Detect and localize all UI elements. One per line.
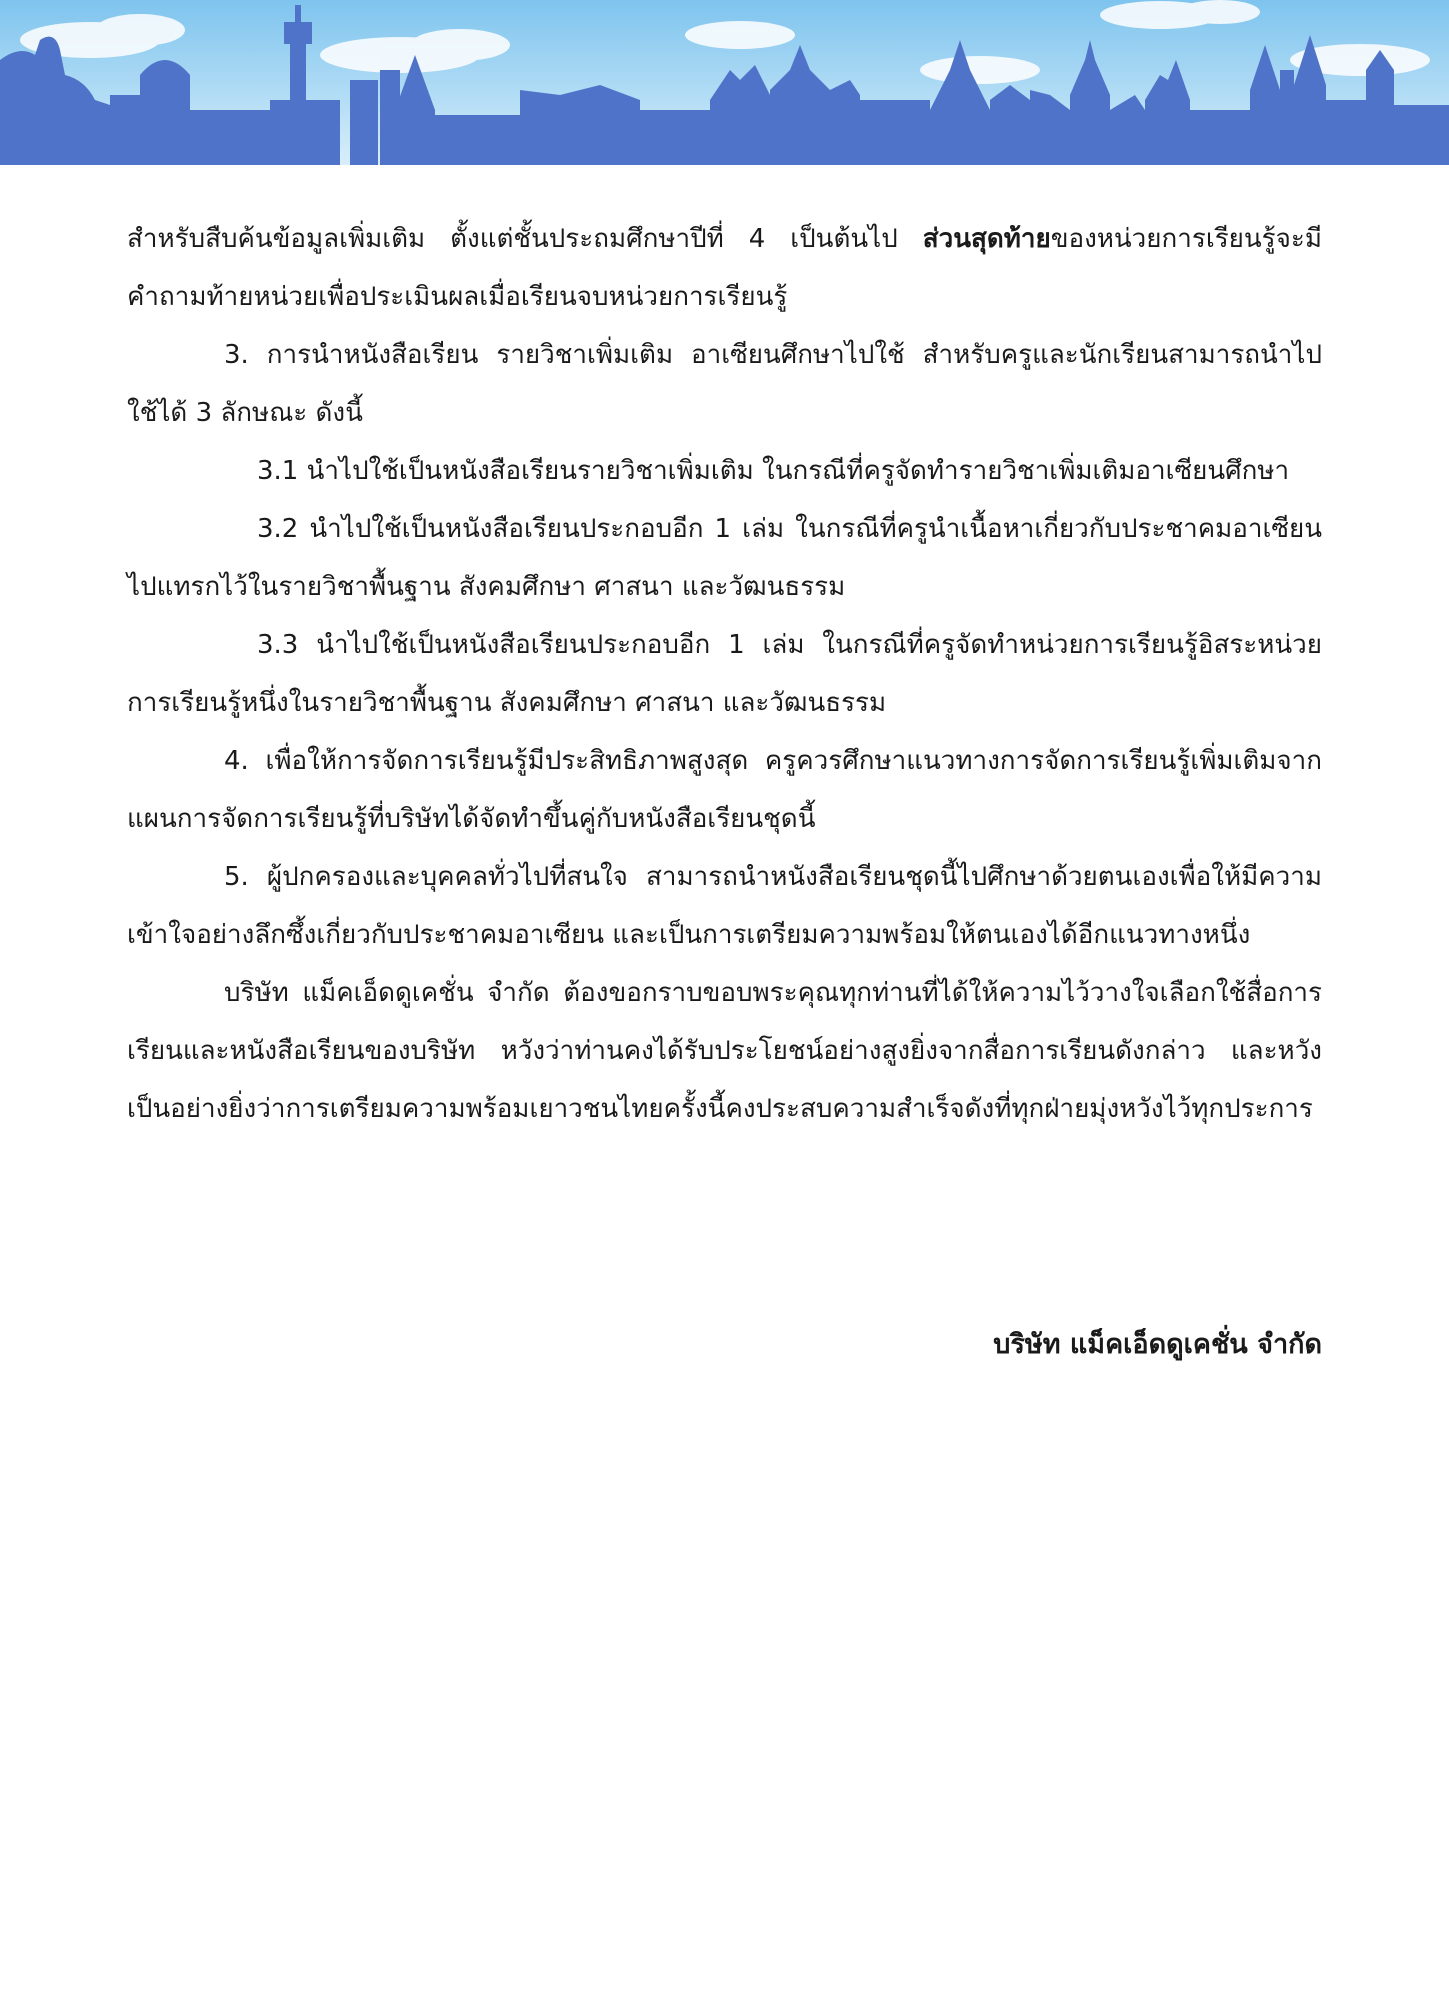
paragraph-1-before: สำหรับสืบค้นข้อมูลเพิ่มเติม ตั้งแต่ชั้นประถมศึกษาปีที่ 4 เป็นต้นไป <box>127 224 923 254</box>
paragraph-7: 5. ผู้ปกครองและบุคคลทั่วไปที่สนใจ สามารถนำหนังสือเรียนชุดนี้ไปศึกษาด้วยตนเองเพื่อให้มีความเข้าใจอย่างลึกซึ้งเกี่ยวกับประชาคมอาเซียน และเป็นการเตรียมความพร้อมให้ตนเองได้อีกแนวทางหนึ่ง <box>127 862 1322 950</box>
asean-skyline-banner <box>0 0 1449 165</box>
paragraph-3: 3.1 นำไปใช้เป็นหนังสือเรียนรายวิชาเพิ่มเติม ในกรณีที่ครูจัดทำรายวิชาเพิ่มเติมอาเซียนศึกษา <box>257 456 1290 486</box>
paragraph-1-bold: ส่วนสุดท้าย <box>922 224 1051 254</box>
document-body <box>127 210 1322 1138</box>
signature: บริษัท แม็คเอ็ดดูเคชั่น จำกัด <box>993 1329 1322 1360</box>
paragraph-1 <box>127 210 1322 326</box>
paragraph-2: 3. การนำหนังสือเรียน รายวิชาเพิ่มเติม อาเซียนศึกษาไปใช้ สำหรับครูและนักเรียนสามารถนำไปใช้ได้ 3 ลักษณะ ดังนี้ <box>127 340 1322 428</box>
paragraph-5: 3.3 นำไปใช้เป็นหนังสือเรียนประกอบอีก 1 เล่ม ในกรณีที่ครูจัดทำหน่วยการเรียนรู้อิสระหน่วยการเรียนรู้หนึ่งในรายวิชาพื้นฐาน สังคมศึกษา ศาสนา และวัฒนธรรม <box>127 630 1322 718</box>
paragraph-1-after: ของหน่วยการเรียนรู้จะมีคำถามท้ายหน่วยเพื่อประเมินผลเมื่อเรียนจบหน่วยการเรียนรู้ <box>127 224 1322 312</box>
paragraph-6: 4. เพื่อให้การจัดการเรียนรู้มีประสิทธิภาพสูงสุด ครูควรศึกษาแนวทางการจัดการเรียนรู้เพิ่มเติมจากแผนการจัดการเรียนรู้ที่บริษัทได้จัดทำขึ้นคู่กับหนังสือเรียนชุดนี้ <box>127 746 1322 834</box>
paragraph-8: บริษัท แม็คเอ็ดดูเคชั่น จำกัด ต้องขอกราบขอบพระคุณทุกท่านที่ได้ให้ความไว้วางใจเลือกใช้สื่อการเรียนและหนังสือเรียนของบริษัท หวังว่าท่านคงได้รับประโยชน์อย่างสูงยิ่งจากสื่อการเรียนดังกล่าว และหวังเป็นอย่างยิ่งว่าการเตรียมความพร้อมเยาวชนไทยครั้งนี้คงประสบความสำเร็จดังที่ทุกฝ่ายมุ่งหวังไว้ทุกประการ <box>127 978 1322 1124</box>
paragraph-4: 3.2 นำไปใช้เป็นหนังสือเรียนประกอบอีก 1 เล่ม ในกรณีที่ครูนำเนื้อหาเกี่ยวกับประชาคมอาเซียนไปแทรกไว้ในรายวิชาพื้นฐาน สังคมศึกษา ศาสนา และวัฒนธรรม <box>127 514 1322 602</box>
skyline-illustration <box>0 0 1449 165</box>
